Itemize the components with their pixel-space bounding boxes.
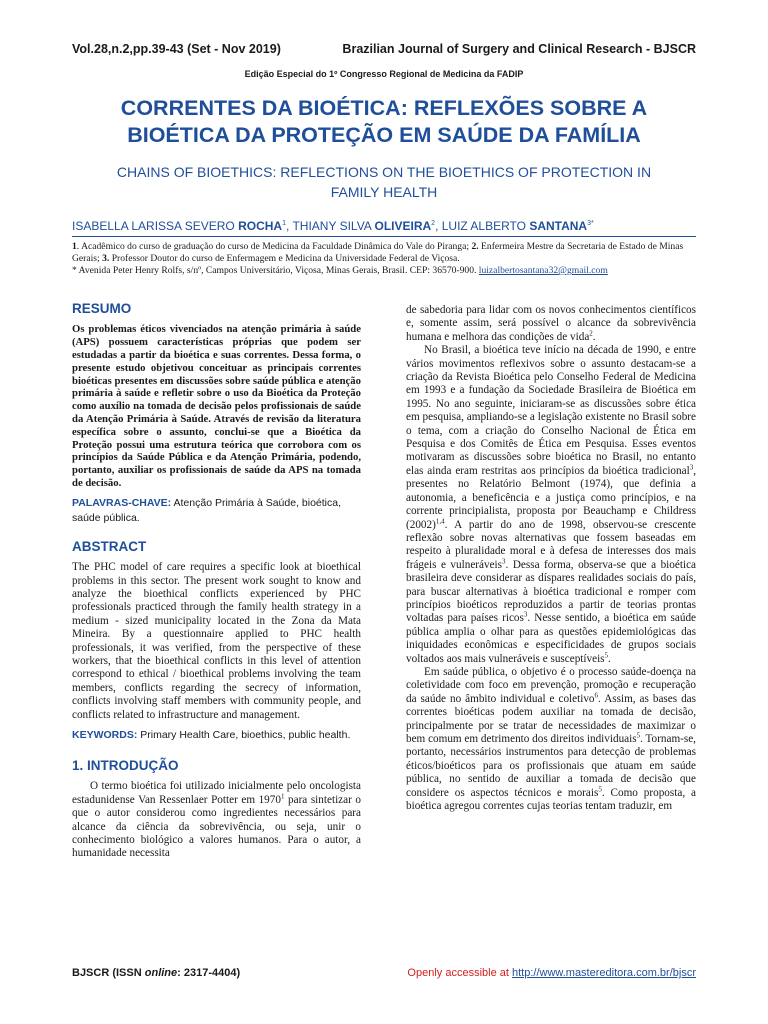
intro-paragraph-1-continued: de sabedoria para lidar com os novos conhecimentos científicos e, somente assim, será possível o alcance da sobrevivência humana e melhora das condições de vida$^2$. — [406, 304, 696, 343]
resumo-heading: RESUMO — [72, 301, 132, 316]
article-subtitle — [80, 162, 688, 202]
intro-paragraph-3: Em saúde pública, o objetivo é o processo saúde-doença na coletividade com foco em prevenção, promoção e recuperação da saúde no âmbito individual e coletivo$^6$. Assim, as bases das correntes bioéticas podem auxiliar na tomada de decisão, principalmente por se tratar de necessidades de maximizar o bem comum em detrimento dos direitos individuais$^5$. Tornam-se, portanto, necessários instrumentos para detecção de problemas éticos/bioéticos para os profissionais que atuam em saúde pública, no sentido de auxiliar a tomada de decisão que considere os aspectos técnicos e morais$^5$. Como proposta, a bioética agregou correntes cujas teorias tentam traduzir, em — [406, 665, 696, 813]
intro-paragraph-1: O termo bioética foi utilizado inicialmente pelo oncologista estadunidense Van Ressenlaer Potter em 1970$^1$ para sintetizar o que o autor considerou como ingredientes necessários para alcance da ciência da sobrevivência, ou seja, unir o conhecimento biológico a valores humanos. Para o autor, a humanidade necessita — [72, 780, 361, 860]
author-3-surname: SANTANA — [529, 219, 588, 233]
footer-issn: BJSCR (ISSN online: 2317-4404) — [72, 967, 241, 979]
author-divider — [72, 236, 696, 237]
introduction-heading: 1. INTRODUÇÃO — [72, 758, 179, 774]
intro-paragraph-2: No Brasil, a bioética teve início na década de 1990, e entre vários movimentos reflexivos sobre o assunto destacam-se a criação da Revista Bioética pelo Conselho Federal de Medicina em 1993 e a fundação da Sociedade Brasileira de Bioética em 1995. No ano seguinte, iniciaram-se as discussões sobre ética em pesquisa, ampliando-se a legislação existente no Brasil sobre o tema, com a criação do Conselho Nacional de Ética em Pesquisa e dos Comitês de Ética em Pesquisa. Esses eventos motivaram as discussões sobre bioética no Brasil, no entanto elas ainda eram restritas aos princípios da bioética tradicional$^3$, presentes no Relatório Belmont (1974), que definia a autonomia, a beneficência e a justiça como princípios, e na corrente principialista, proposta por Beauchamp e Childress $(2002)^{1,4}$. A partir do ano de 1998, observou-se crescente reflexão sobre novas alternativas que fossem baseadas em respeito à pluralidade moral e à defesa de interesses dos mais frágeis e vulneráveis$^3$. Dessa forma, observa-se que a bioética brasileira deve considerar as díspares realidades sociais do país, para buscar alternativas à bioética tradicional e romper com princípios bioéticos reproduzidos a partir de teorias prontas voltadas para países ricos$^3$. Nesse sentido, a bioética em saúde pública amplia o olhar para as questões epidemiológicas das iniquidades econômicas e especificidades de grupos sociais voltados aos mais vulneráveis e susceptíveis$^5$. — [406, 344, 696, 665]
abstract-body: The PHC model of care requires a specific look at bioethical problems in this sector. The present work sought to know and analyze the bioethical conflicts experienced by PHC professionals practiced through the family health strategy in a medium - sized municipality located in the Zona da Mata Mineira. By a questionnaire applied to PHC health professionals, it was verified, from the perspective of these workers, that the bioethical conflicts in this level of attention correspond to ethical / bioethical problems involving the team members, conflicts regarding the secrecy of information, conflicts involving staff members with community people, and conflicts related to infrastructure and management. — [72, 561, 361, 721]
running-header — [72, 42, 696, 56]
author-list: ISABELLA LARISSA SEVERO ROCHA$^1$, THIANY SILVA OLIVEIRA$^2$, LUIZ ALBERTO $SANTANA^{3*}$ — [72, 219, 594, 233]
journal-name: Brazilian Journal of Surgery and Clinical Research - BJSCR — [342, 42, 696, 56]
subtitle-line-1: CHAINS OF BIOETHICS: REFLECTIONS ON THE BIOETHICS OF PROTECTION IN — [116, 164, 652, 180]
title-line-2: BIOÉTICA DA PROTEÇÃO EM SAÚDE DA FAMÍLIA — [127, 123, 641, 147]
keywords: KEYWORDS: Primary Health Care, bioethics, public health. — [72, 729, 351, 742]
author-1-surname: ROCHA — [238, 219, 283, 233]
right-column — [406, 304, 696, 813]
affiliations: 1. Acadêmico do curso de graduação do curso de Medicina da Faculdade Dinâmica do Vale do Piranga; 2. Enfermeira Mestre da Secretaria de Estado de Minas Gerais; 3. Professor Doutor do curso de Enfermagem e Medicina da Universidade Federal de Viçosa. * Avenida Peter Henry Rolfs, s/nº, Campos Universitário, Viçosa, Minas Gerais, Brasil. CEP: 36570-900. luizalbertosantana32@gmail.com — [72, 241, 684, 276]
correspondence-address: * Avenida Peter Henry Rolfs, s/nº, Campos Universitário, Viçosa, Minas Gerais, Brasil. CEP: 36570-900. — [72, 265, 479, 276]
resumo-body: Os problemas éticos vivenciados na atenção primária à saúde (APS) possuem características próprias que podem ser estudadas a partir da bioética e suas correntes. Dessa forma, o presente estudo objetivou conceituar as principais correntes bioéticas presentes em discussões sobre saúde pública e atenção primária à saúde e refletir sobre o uso da Bioética da Proteção como auxílio na tomada de decisão pelos profissionais de saúde da Atenção Primária à Saúde. Através de revisão da literatura específica sobre o assunto, conclui-se que a Bioética da Proteção possui uma estrutura teórica que corrobora com os princípios da Saúde Pública e da Atenção Primária, podendo, portanto, auxiliar os profissionais de saúde da APS na tomada de decisão. — [72, 323, 361, 489]
special-edition-note: Edição Especial do 1º Congresso Regional de Medicina da FADIP — [244, 69, 524, 79]
subtitle-line-2: FAMILY HEALTH — [330, 184, 438, 200]
correspondence-email-link[interactable]: luizalbertosantana32@gmail.com — [478, 265, 608, 276]
left-column — [72, 302, 361, 861]
footer-access: Openly accessible at http://www.mastereditora.com.br/bjscr — [407, 967, 696, 979]
abstract-heading: ABSTRACT — [72, 538, 147, 554]
article-title — [60, 95, 708, 149]
author-2-surname: OLIVEIRA — [374, 219, 432, 233]
citation-info: Vol.28,n.2,pp.39-43 (Set - Nov 2019) — [72, 42, 281, 56]
palavras-chave: PALAVRAS-CHAVE: Atenção Primária à Saúde, bioética, saúde pública. — [72, 496, 342, 524]
title-line-1: CORRENTES DA BIOÉTICA: REFLEXÕES SOBRE A — [120, 96, 648, 120]
journal-website-link[interactable]: http://www.mastereditora.com.br/bjscr — [511, 967, 696, 979]
